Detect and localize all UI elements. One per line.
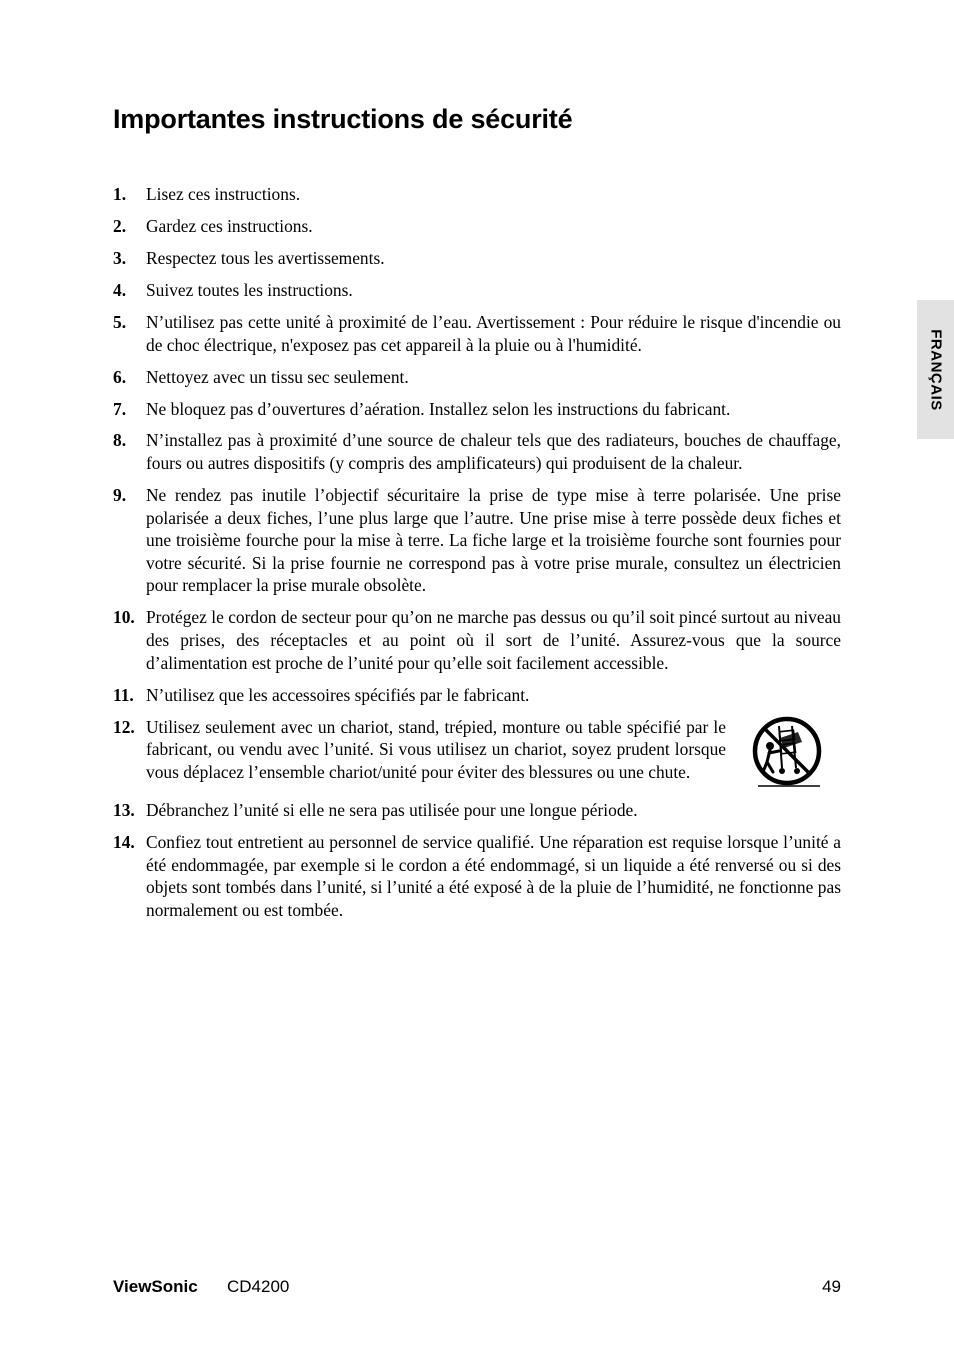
language-side-tab-label: FRANÇAIS bbox=[927, 328, 944, 411]
item-text: Gardez ces instructions. bbox=[146, 215, 313, 236]
language-side-tab bbox=[917, 300, 954, 439]
item-text: Nettoyez avec un tissu sec seulement. bbox=[146, 366, 409, 387]
item-number: 4. bbox=[113, 279, 127, 300]
item-number: 14. bbox=[113, 831, 135, 852]
list-item bbox=[113, 311, 841, 356]
item-text: N’installez pas à proximité d’une source de chaleur tels que des radiateurs, bouches de chauffage, fours ou autres dispositifs (y compris des amplificateurs) qui produisent de la chaleur. bbox=[146, 430, 841, 474]
item-text: N’utilisez pas cette unité à proximité de l’eau. Avertissement : Pour réduire le risque d'incendie ou de choc électrique, n'exposez pas cet appareil à la pluie ou à l'humidité. bbox=[146, 311, 841, 355]
footer-brand: ViewSonic bbox=[113, 1277, 198, 1296]
list-item bbox=[113, 398, 841, 421]
list-item bbox=[113, 799, 841, 822]
list-item bbox=[113, 183, 841, 206]
list-item bbox=[113, 831, 841, 921]
item-text: Lisez ces instructions. bbox=[146, 184, 301, 204]
item-text: Confiez tout entretient au personnel de service qualifié. Une réparation est requise lorsque l’unité a été endommagée, par exemple si le cordon a été endommagé, si un liquide a été renversé ou si des objets sont tombés dans l’unité, si l’unité a été exposé à de la pluie de l’humidité, ne fonctionne pas normalement ou est tombée. bbox=[146, 831, 841, 920]
item-text: Utilisez seulement avec un chariot, stand, trépied, monture ou table spécifié par le fabricant, ou vendu avec l’unité. Si vous utilisez un chariot, soyez prudent lorsque vous déplacez l’ensemble chariot/unité pour éviter des blessures ou une chute. bbox=[146, 716, 726, 782]
item-number: 8. bbox=[113, 430, 127, 451]
item-number: 13. bbox=[113, 799, 135, 820]
item-text: Ne bloquez pas d’ouvertures d’aération. Installez selon les instructions du fabricant. bbox=[146, 398, 731, 419]
item-text: Suivez toutes les instructions. bbox=[146, 279, 353, 300]
item-text: Ne rendez pas inutile l’objectif sécuritaire la prise de type mise à terre polarisée. Une prise polarisée a deux fiches, l’une plus large que l’autre. Une prise mise à terre possède deux fiches et une troisième fourche pour la mise à terre. La fiche large et la troisième fourche sont fournies pour votre sécurité. Si la prise fournie ne correspond pas à votre prise murale, consultez un électricien pour remplacer la prise murale obsolète. bbox=[146, 485, 841, 596]
list-item bbox=[113, 429, 841, 474]
item-text: Débranchez l’unité si elle ne sera pas utilisée pour une longue période. bbox=[146, 799, 638, 820]
cart-tip-over-warning-icon bbox=[752, 716, 826, 790]
list-item bbox=[113, 716, 841, 790]
item-number: 2. bbox=[113, 215, 127, 236]
list-item bbox=[113, 684, 841, 707]
list-item bbox=[113, 606, 841, 674]
item-number: 10. bbox=[113, 607, 135, 628]
page-title: Importantes instructions de sécurité bbox=[113, 104, 573, 134]
list-item bbox=[113, 247, 841, 270]
list-item bbox=[113, 484, 841, 597]
item-number: 6. bbox=[113, 366, 127, 387]
item-number: 3. bbox=[113, 247, 127, 268]
item-number: 1. bbox=[113, 184, 127, 204]
item-text: N’utilisez que les accessoires spécifiés par le fabricant. bbox=[146, 684, 530, 705]
item-number: 12. bbox=[113, 716, 135, 737]
list-item bbox=[113, 366, 841, 389]
item-text: Protégez le cordon de secteur pour qu’on ne marche pas dessus ou qu’il soit pincé surtout au niveau des prises, des réceptacles et au point où il sort de l’unité. Assurez-vous que la source d’alimentation est proche de l’unité pour qu’elle soit facilement accessible. bbox=[146, 607, 841, 673]
item-text: Respectez tous les avertissements. bbox=[146, 247, 385, 268]
item-number: 11. bbox=[113, 684, 134, 705]
item-number: 9. bbox=[113, 485, 127, 506]
footer-model: CD4200 bbox=[227, 1277, 290, 1296]
item-number: 5. bbox=[113, 311, 127, 332]
safety-instructions-list bbox=[113, 183, 841, 931]
list-item bbox=[113, 215, 841, 238]
list-item bbox=[113, 279, 841, 302]
page-number: 49 bbox=[822, 1277, 841, 1296]
item-number: 7. bbox=[113, 398, 127, 419]
